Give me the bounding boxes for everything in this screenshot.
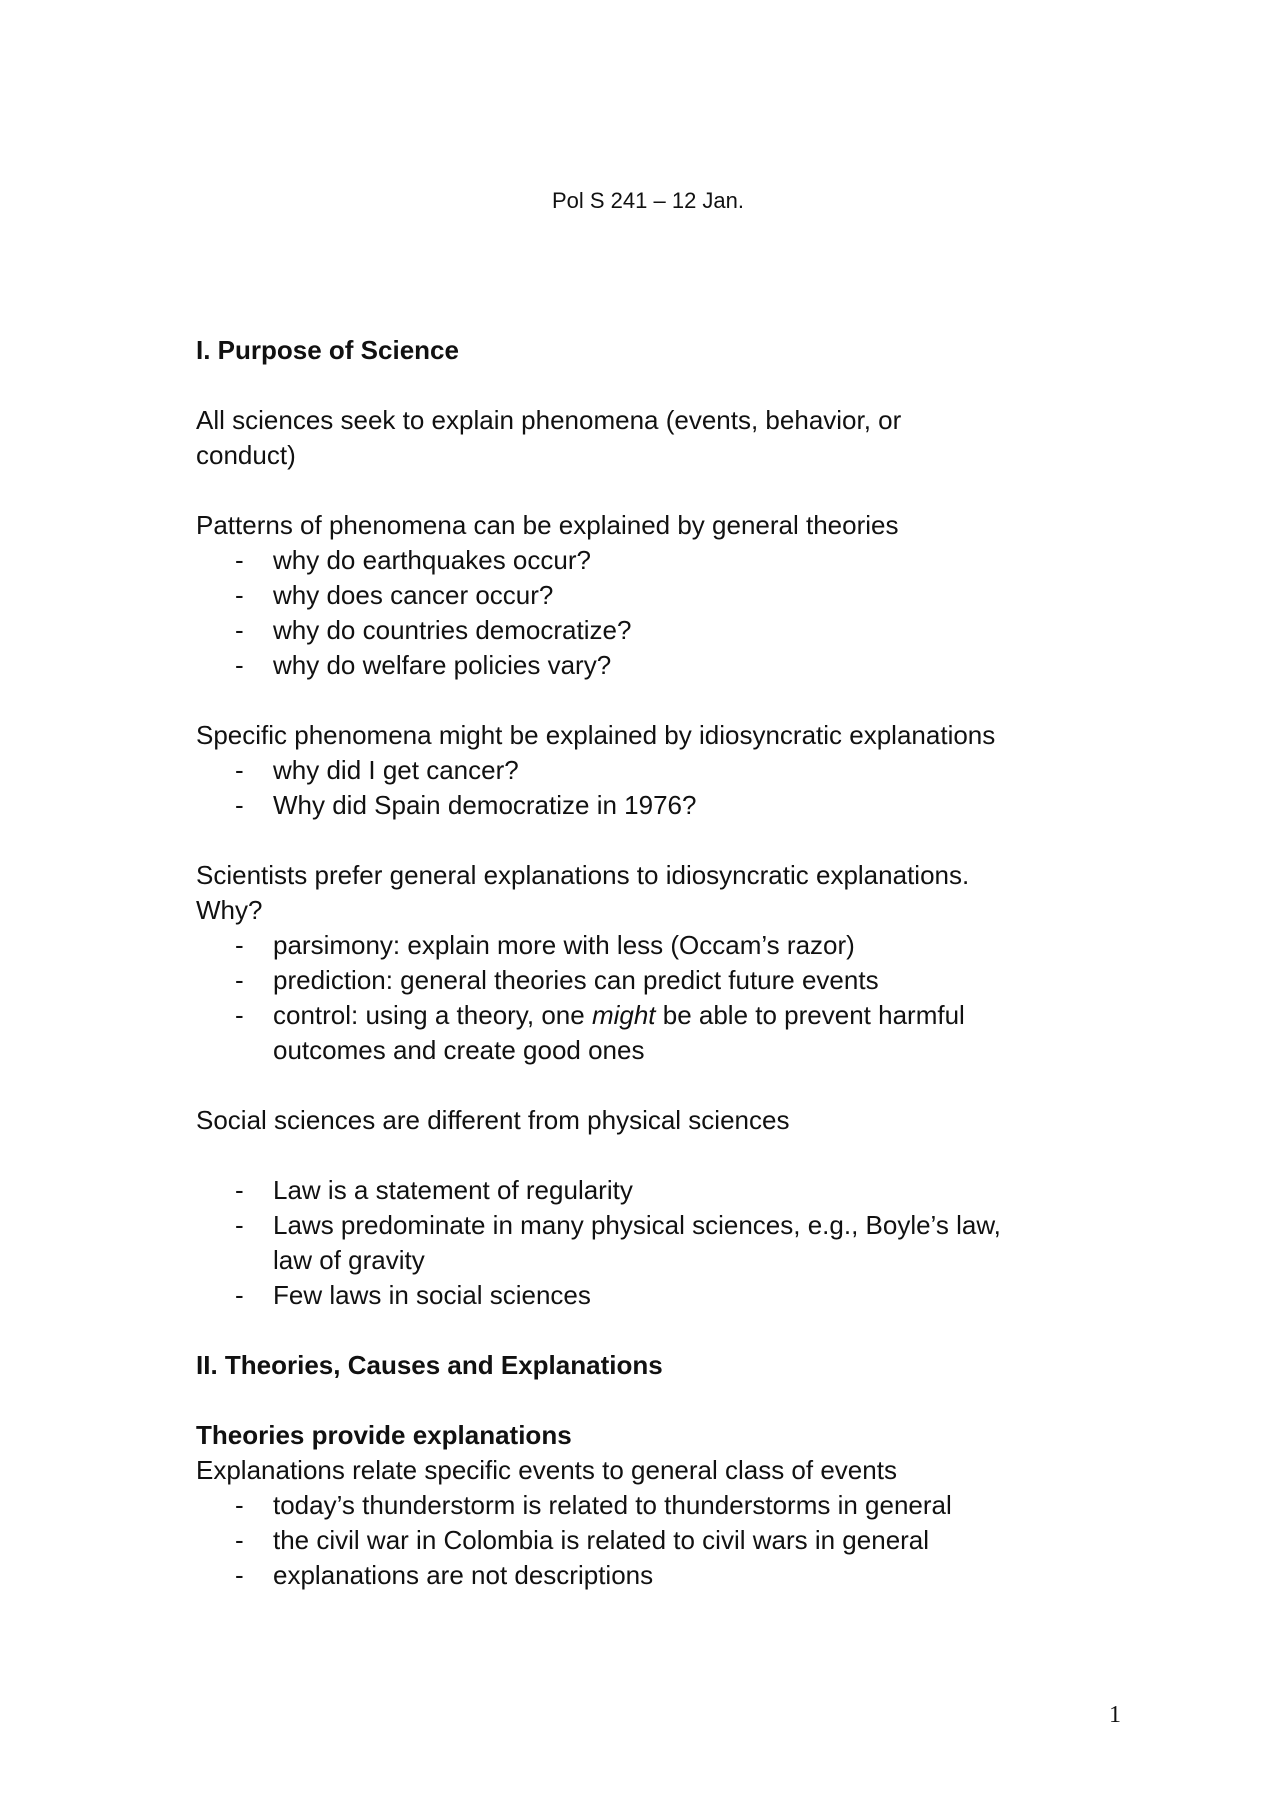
section-heading-2: II. Theories, Causes and Explanations [196,1350,663,1380]
bullet-dash: - [235,965,244,995]
bullet-dash: - [235,1175,244,1205]
list-item: - Law is a statement of regularity [196,1173,1176,1208]
paragraph: Patterns of phenomena can be explained by general theories [196,510,899,540]
bullet-dash: - [235,1000,244,1030]
list-item: - why do earthquakes occur? [196,543,1176,578]
section-heading-1: I. Purpose of Science [196,335,459,365]
bullet-dash: - [235,650,244,680]
list-item: - parsimony: explain more with less (Occam’s razor) [196,928,1176,963]
paragraph: Specific phenomena might be explained by idiosyncratic explanations [196,720,996,750]
bullet-dash: - [235,1525,244,1555]
bullet-dash: - [235,615,244,645]
list-item: - the civil war in Colombia is related to civil wars in general [196,1523,1176,1558]
paragraph: Scientists prefer general explanations to idiosyncratic explanations. [196,860,970,890]
list-item: - Few laws in social sciences [196,1278,1176,1313]
bullet-dash: - [235,1210,244,1240]
list-item: - explanations are not descriptions [196,1558,1176,1593]
list-item: - why does cancer occur? [196,578,1176,613]
bullet-dash: - [235,1490,244,1520]
list-item: - why do welfare policies vary? [196,648,1176,683]
bullet-dash: - [235,930,244,960]
emphasis: might [591,1000,656,1030]
list-item: - why do countries democratize? [196,613,1176,648]
bullet-dash: - [235,580,244,610]
paragraph: All sciences seek to explain phenomena (events, behavior, or [196,405,902,435]
list-item: - today’s thunderstorm is related to thunderstorms in general [196,1488,1176,1523]
paragraph-cont: Why? [196,895,263,925]
subheading: Theories provide explanations [196,1420,572,1450]
list-item-cont: outcomes and create good ones [273,1035,645,1065]
bullet-dash: - [235,1560,244,1590]
list-item: - control: using a theory, one might be able to prevent harmful [196,998,1176,1033]
document-body [196,333,1176,1593]
bullet-dash: - [235,545,244,575]
page-number: 1 [1109,1702,1121,1728]
list-item: - Laws predominate in many physical sciences, e.g., Boyle’s law, [196,1208,1176,1243]
list-item: - Why did Spain democratize in 1976? [196,788,1176,823]
page-header: Pol S 241 – 12 Jan. [551,188,745,213]
bullet-dash: - [235,755,244,785]
paragraph: Social sciences are different from physical sciences [196,1105,790,1135]
list-item: - why did I get cancer? [196,753,1176,788]
list-item: - prediction: general theories can predict future events [196,963,1176,998]
paragraph-cont: conduct) [196,440,296,470]
list-item-cont: law of gravity [273,1245,425,1275]
paragraph: Explanations relate specific events to general class of events [196,1455,897,1485]
bullet-dash: - [235,790,244,820]
bullet-dash: - [235,1280,244,1310]
